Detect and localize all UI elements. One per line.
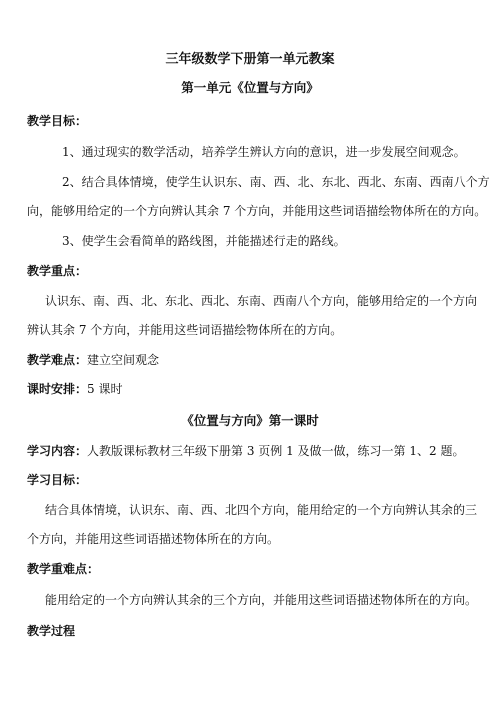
schedule-label: 课时安排： [27, 382, 88, 396]
page-title: 三年级数学下册第一单元教案 [165, 52, 335, 67]
lesson-title: 《位置与方向》第一课时 [181, 413, 319, 428]
learning-goals-heading: 学习目标： [27, 473, 88, 487]
unit-title: 第一单元《位置与方向》 [181, 80, 319, 95]
goals-heading: 教学目标： [27, 114, 88, 128]
key-difficulty-heading: 教学重难点： [27, 562, 100, 576]
learning-goals-line-1: 结合具体情境，认识东、南、西、北四个方向，能用给定的一个方向辨认其余的三 [45, 503, 478, 517]
learning-goals-line-2: 个方向，并能用这些词语描述物体所在的方向。 [27, 532, 280, 546]
goal-1: 1、通过现实的数学活动，培养学生辨认方向的意识，进一步发展空间观念。 [62, 145, 466, 159]
content-row [27, 443, 464, 459]
difficulty-row [27, 352, 159, 368]
content-label: 学习内容： [27, 444, 88, 458]
key-points-line-1: 认识东、南、西、北、东北、西北、东南、西南八个方向，能够用给定的一个方向 [45, 294, 478, 308]
difficulty-text: 建立空间观念 [87, 353, 160, 367]
content-text: 人教版课标教材三年级下册第 3 页例 1 及做一做，练习一第 1、2 题。 [87, 444, 465, 458]
process-heading: 教学过程 [27, 624, 76, 638]
schedule-row [27, 381, 122, 397]
difficulty-label: 教学难点： [27, 353, 88, 367]
goal-2-line-1: 2、结合具体情境，使学生认识东、南、西、北、东北、西北、东南、西南八个方 [62, 175, 490, 189]
goal-2-line-2: 向，能够用给定的一个方向辨认其余 7 个方向，并能用这些词语描绘物体所在的方向。 [27, 204, 487, 218]
key-points-line-2: 辨认其余 7 个方向，并能用这些词语描绘物体所在的方向。 [27, 323, 343, 337]
key-difficulty-text: 能用给定的一个方向辨认其余的三个方向，并能用这些词语描述物体所在的方向。 [45, 593, 478, 607]
goal-3: 3、使学生会看简单的路线图，并能描述行走的路线。 [62, 234, 346, 248]
key-points-heading: 教学重点： [27, 264, 88, 278]
schedule-text: 5 课时 [87, 382, 123, 396]
